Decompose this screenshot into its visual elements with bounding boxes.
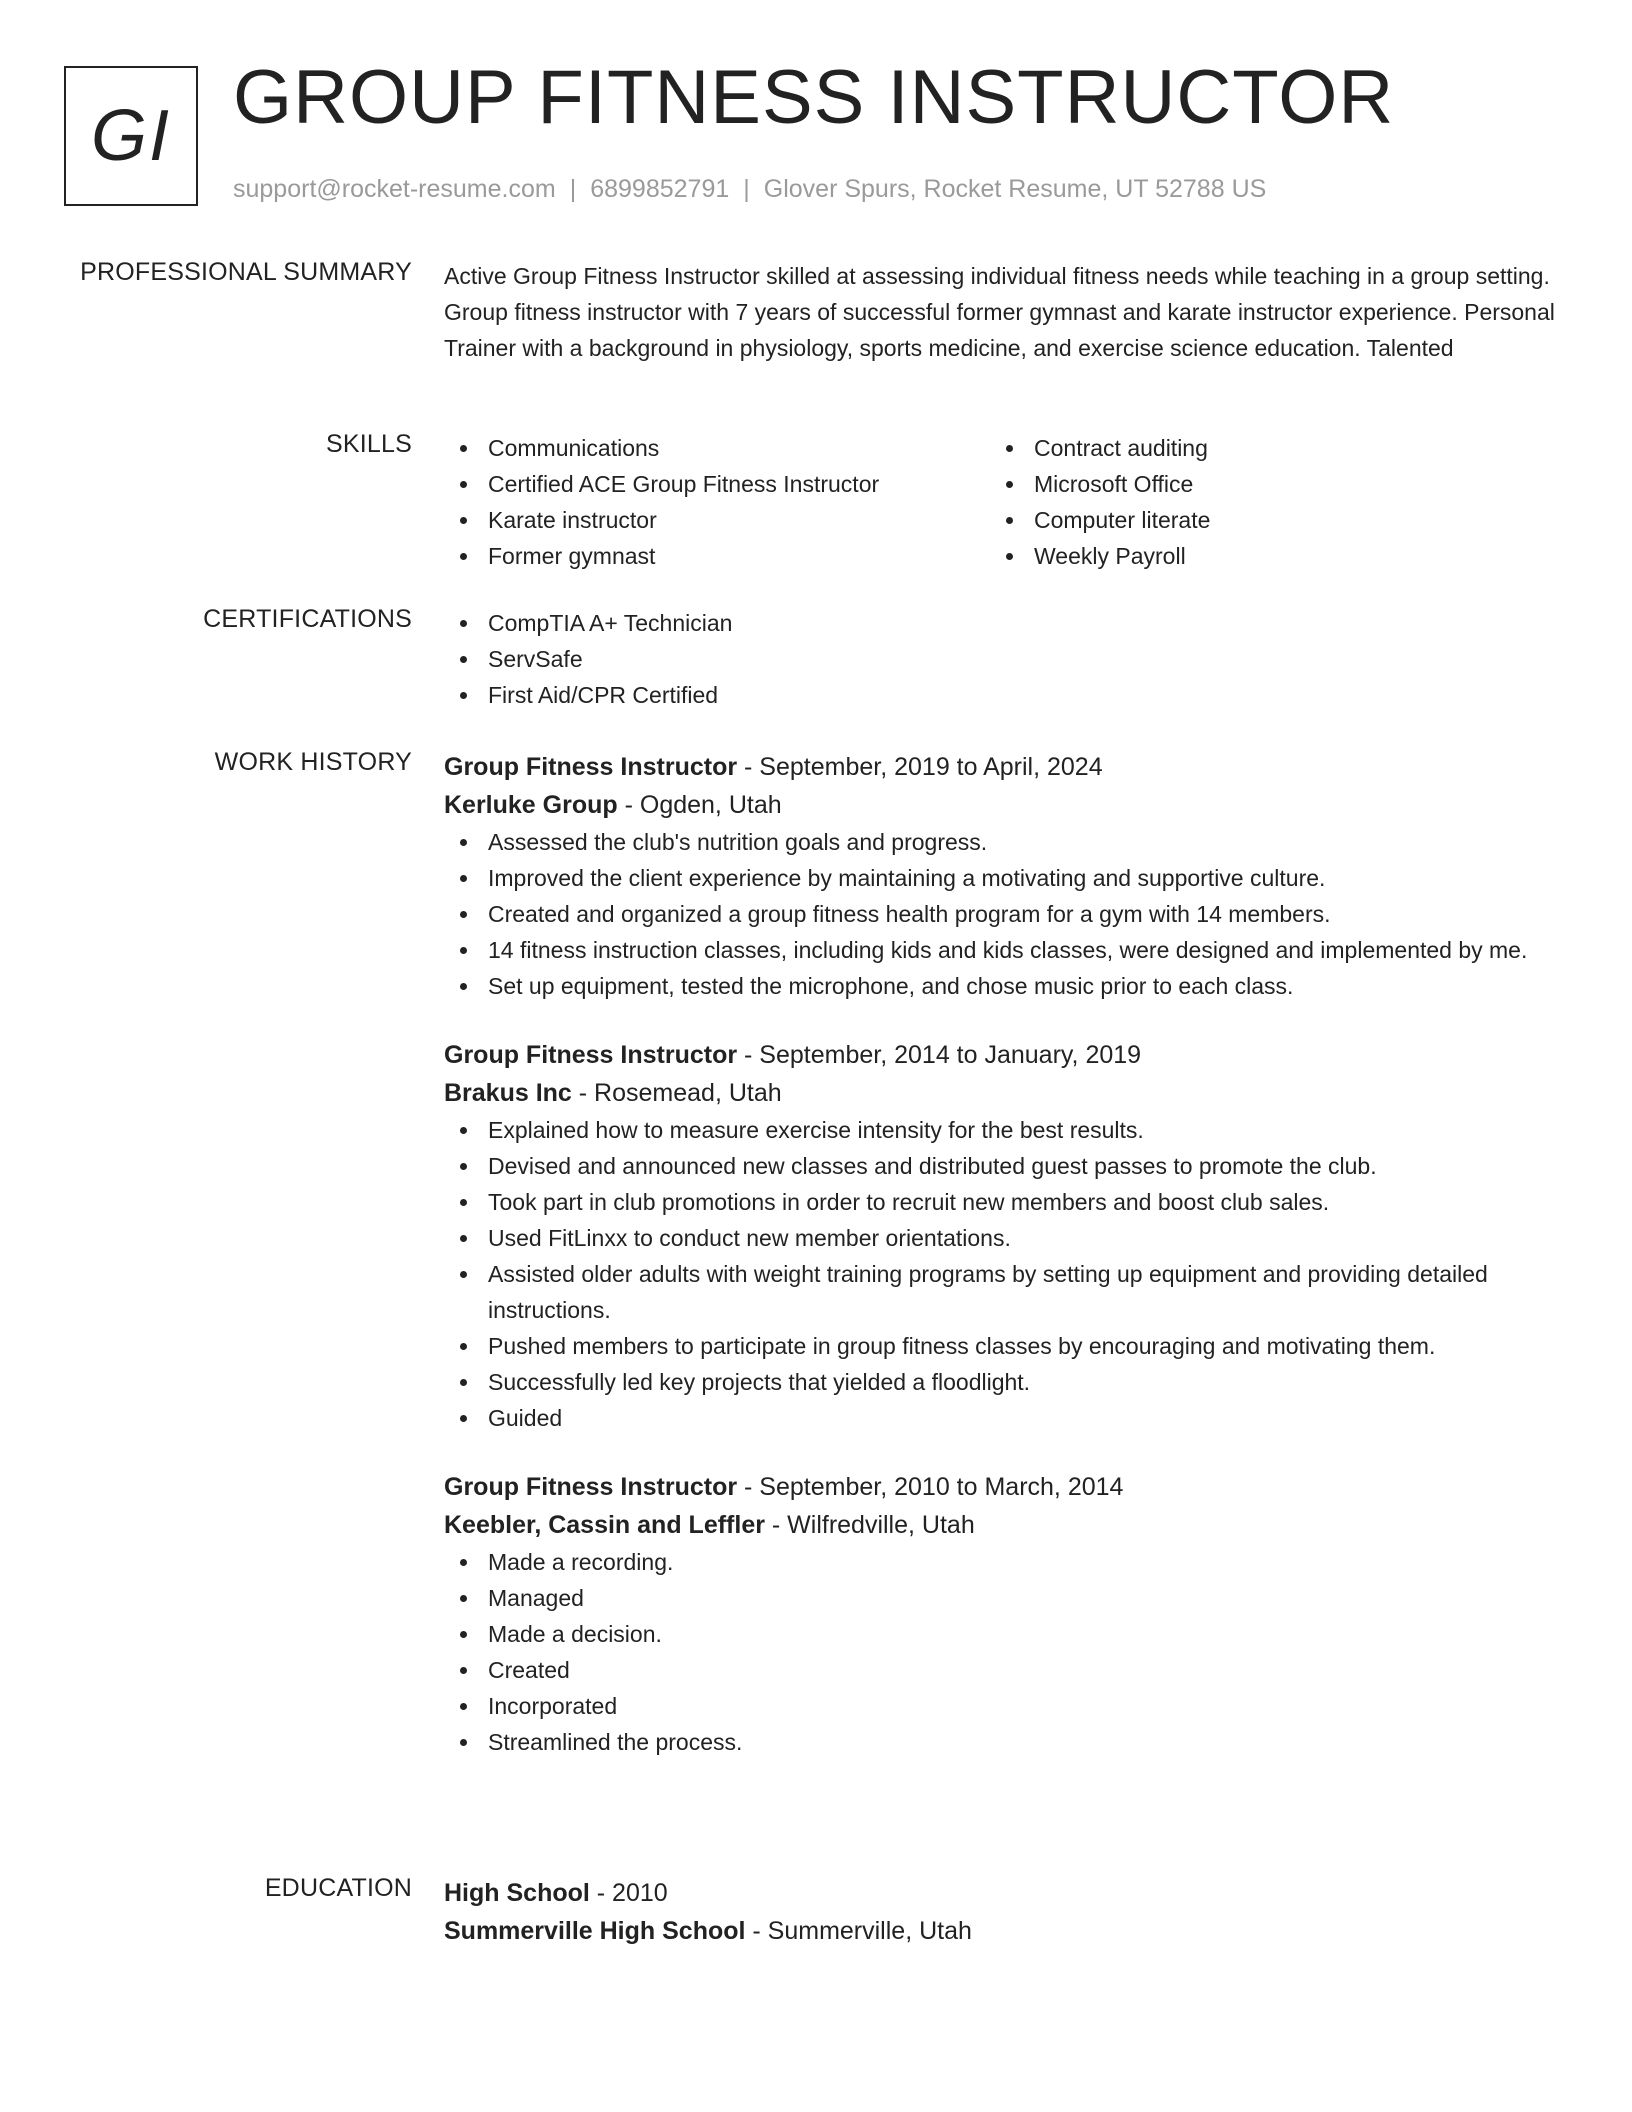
skills-body: [444, 430, 1564, 574]
job-bullet: Created and organized a group fitness health program for a gym with 14 members.: [488, 896, 1564, 932]
education-degree-line: [444, 1874, 1564, 1912]
job-title: Group Fitness Instructor: [444, 753, 738, 781]
skill-item: Microsoft Office: [1034, 466, 1536, 502]
job-company-line: [444, 1074, 1564, 1112]
job-bullet: Created: [488, 1652, 1564, 1688]
job-bullet: Incorporated: [488, 1688, 1564, 1724]
job-bullet: Pushed members to participate in group fitness classes by encouraging and motivating them.: [488, 1328, 1564, 1364]
job-title-line: [444, 748, 1564, 786]
job-dates: - September, 2019 to April, 2024: [737, 753, 1103, 781]
resume-title: GROUP FITNESS INSTRUCTOR: [233, 55, 1395, 140]
job-company-line: [444, 786, 1564, 824]
job-bullet: Improved the client experience by maintaining a motivating and supportive culture.: [488, 860, 1564, 896]
job-bullet: Took part in club promotions in order to recruit new members and boost club sales.: [488, 1184, 1564, 1220]
skill-item: Communications: [488, 430, 990, 466]
job-bullets: [444, 1112, 1564, 1436]
job-company: Kerluke Group: [444, 791, 618, 819]
certifications-body: [444, 605, 1564, 713]
job-bullets: [444, 824, 1564, 1004]
certification-item: CompTIA A+ Technician: [488, 605, 1564, 641]
job-title: Group Fitness Instructor: [444, 1473, 738, 1501]
job-bullet: Managed: [488, 1580, 1564, 1616]
education-location: - Summerville, Utah: [745, 1917, 972, 1945]
job-title: Group Fitness Instructor: [444, 1041, 738, 1069]
section-label-education: EDUCATION: [264, 1874, 412, 1902]
summary-body: [444, 258, 1564, 366]
monogram-box: [64, 66, 198, 206]
section-label-summary: PROFESSIONAL SUMMARY: [80, 258, 412, 286]
job-company: Keebler, Cassin and Leffler: [444, 1511, 765, 1539]
skill-item: Karate instructor: [488, 502, 990, 538]
job-bullet: Assisted older adults with weight training programs by setting up equipment and providing detailed instructions.: [488, 1256, 1564, 1328]
skill-item: Contract auditing: [1034, 430, 1536, 466]
job-bullet: 14 fitness instruction classes, including kids and kids classes, were designed and implemented by me.: [488, 932, 1564, 968]
job-company-line: [444, 1506, 1564, 1544]
job-bullet: Explained how to measure exercise intensity for the best results.: [488, 1112, 1564, 1148]
education-school: Summerville High School: [444, 1917, 746, 1945]
certification-item: ServSafe: [488, 641, 1564, 677]
job-location: - Ogden, Utah: [617, 791, 782, 819]
monogram-initials: GI: [90, 96, 171, 176]
job-entry: [444, 1036, 1564, 1436]
education-degree: High School: [444, 1879, 590, 1907]
job-location: - Rosemead, Utah: [571, 1079, 782, 1107]
job-bullet: Assessed the club's nutrition goals and progress.: [488, 824, 1564, 860]
work-history-body: [444, 748, 1564, 1760]
contact-address: Glover Spurs, Rocket Resume, UT 52788 US: [763, 175, 1267, 203]
job-bullet: Devised and announced new classes and distributed guest passes to promote the club.: [488, 1148, 1564, 1184]
section-label-skills: SKILLS: [326, 430, 412, 458]
contact-phone: 6899852791: [590, 175, 730, 203]
education-school-line: [444, 1912, 1564, 1950]
skills-column-right: [990, 430, 1536, 574]
job-bullet: Made a decision.: [488, 1616, 1564, 1652]
contact-email: support@rocket-resume.com: [233, 175, 556, 203]
section-label-certifications: CERTIFICATIONS: [203, 605, 412, 633]
skills-column-left: [444, 430, 990, 574]
job-bullet: Made a recording.: [488, 1544, 1564, 1580]
job-bullet: Streamlined the process.: [488, 1724, 1564, 1760]
job-bullet: Guided: [488, 1400, 1564, 1436]
summary-text: Active Group Fitness Instructor skilled at assessing individual fitness needs while teaching in a group setting. Group fitness instructor with 7 years of successful former gymnast and karate instructor experience. Personal Trainer with a background in physiology, sports medicine, and exercise science education. Talented: [444, 263, 1555, 361]
section-label-work-history: WORK HISTORY: [214, 748, 412, 776]
job-entry: [444, 1468, 1564, 1760]
skills-grid: [444, 430, 1564, 574]
job-company: Brakus Inc: [444, 1079, 572, 1107]
skill-item: Weekly Payroll: [1034, 538, 1536, 574]
education-body: [444, 1874, 1564, 1950]
contact-separator: |: [743, 175, 750, 203]
contact-separator: |: [569, 175, 577, 203]
job-dates: - September, 2010 to March, 2014: [737, 1473, 1124, 1501]
contact-line: [233, 175, 1266, 204]
job-entry: [444, 748, 1564, 1004]
job-bullet: Used FitLinxx to conduct new member orientations.: [488, 1220, 1564, 1256]
job-title-line: [444, 1036, 1564, 1074]
job-title-line: [444, 1468, 1564, 1506]
skill-item: Certified ACE Group Fitness Instructor: [488, 466, 990, 502]
job-bullet: Successfully led key projects that yielded a floodlight.: [488, 1364, 1564, 1400]
education-year: - 2010: [589, 1879, 668, 1907]
job-bullet: Set up equipment, tested the microphone, and chose music prior to each class.: [488, 968, 1564, 1004]
skill-item: Former gymnast: [488, 538, 990, 574]
job-dates: - September, 2014 to January, 2019: [737, 1041, 1142, 1069]
job-bullets: [444, 1544, 1564, 1760]
skill-item: Computer literate: [1034, 502, 1536, 538]
job-location: - Wilfredville, Utah: [764, 1511, 975, 1539]
certification-item: First Aid/CPR Certified: [488, 677, 1564, 713]
